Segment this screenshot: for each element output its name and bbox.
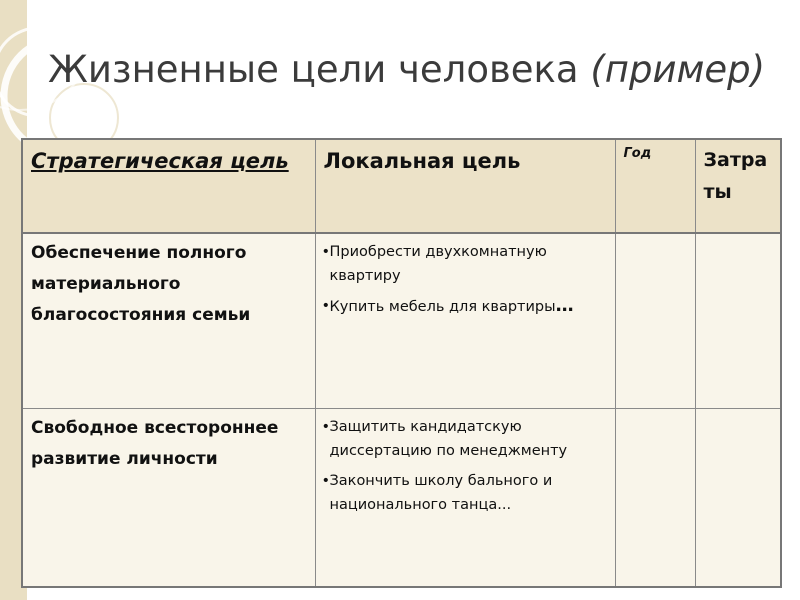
header-cost bbox=[695, 139, 781, 233]
local-goal-text: Защитить кандидатскую диссертацию по менеджменту bbox=[329, 419, 568, 459]
header-strategic-goal: Стратегическая цель bbox=[22, 139, 315, 233]
local-goal-text: Купить мебель для квартиры bbox=[329, 299, 556, 315]
slide-title-main: Жизненные цели человека bbox=[48, 48, 579, 91]
bullet-icon: • bbox=[321, 473, 331, 489]
slide-title-example: (пример) bbox=[590, 48, 766, 91]
local-goal-text: Приобрести двухкомнатную квартиру bbox=[329, 244, 547, 284]
slide-title bbox=[48, 48, 765, 91]
cost-cell bbox=[695, 233, 781, 409]
local-goal-item bbox=[322, 240, 609, 288]
local-goals-cell bbox=[315, 233, 615, 409]
header-cost-line2: ты bbox=[703, 181, 732, 203]
year-cell bbox=[615, 233, 695, 409]
strategic-goal-cell: Обеспечение полного материального благосостояния семьи bbox=[22, 233, 315, 409]
header-cost-line1: Затра bbox=[703, 149, 768, 171]
local-goals-cell bbox=[315, 409, 615, 588]
strategic-goal-cell: Свободное всестороннее развитие личности bbox=[22, 409, 315, 588]
header-local-goal: Локальная цель bbox=[315, 139, 615, 233]
bullet-icon: • bbox=[321, 298, 331, 314]
goals-table-wrapper bbox=[21, 138, 780, 588]
table-row bbox=[22, 233, 781, 409]
bullet-icon: • bbox=[321, 419, 331, 435]
bullet-icon: • bbox=[321, 244, 331, 260]
local-goal-ellipsis: … bbox=[555, 295, 576, 316]
local-goal-item bbox=[322, 469, 609, 517]
local-goal-item bbox=[322, 294, 609, 319]
cost-cell bbox=[695, 409, 781, 588]
local-goal-text: Закончить школу бального и национального танца... bbox=[329, 473, 553, 513]
header-row bbox=[22, 139, 781, 233]
table-row bbox=[22, 409, 781, 588]
goals-table bbox=[21, 138, 782, 588]
header-year: Год bbox=[615, 139, 695, 233]
year-cell bbox=[615, 409, 695, 588]
local-goal-item bbox=[322, 415, 609, 463]
